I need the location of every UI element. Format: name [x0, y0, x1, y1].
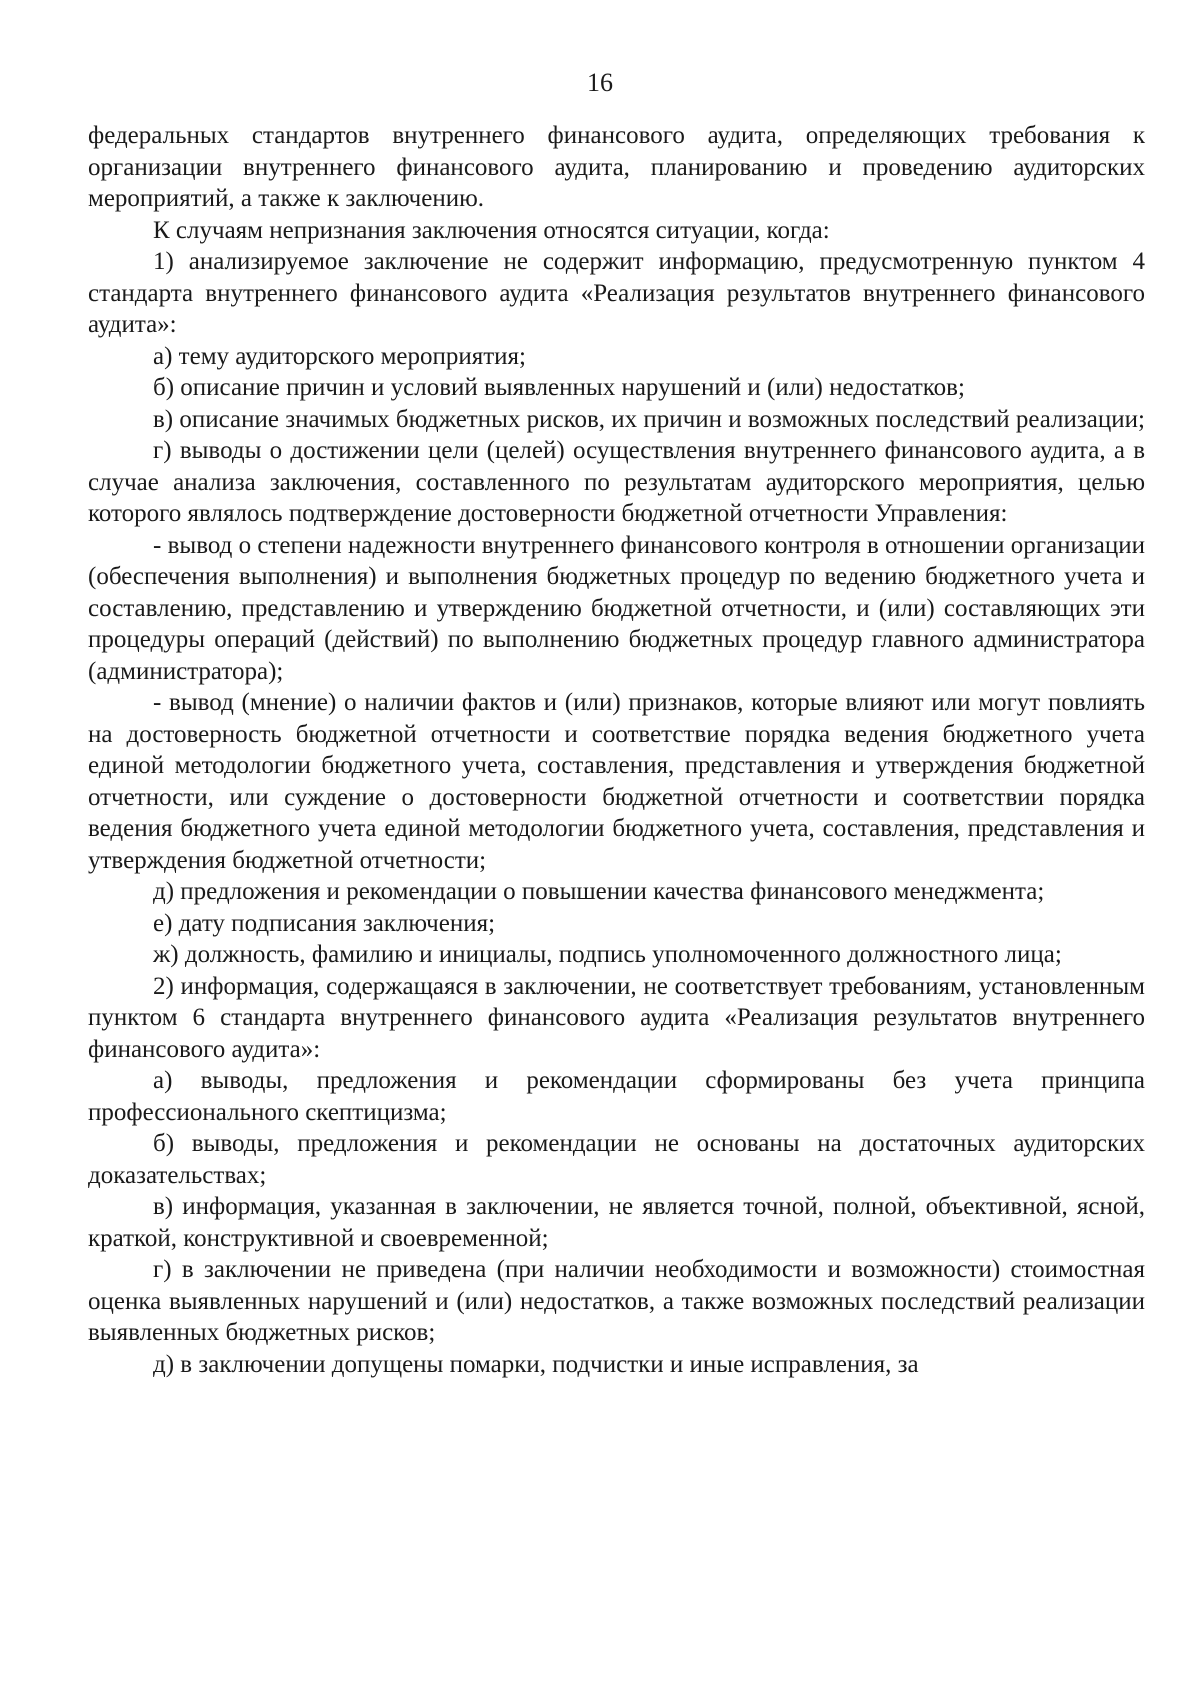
paragraph: 2) информация, содержащаяся в заключении, не соответствует требованиям, установленным пунктом 6 стандарта внутреннего финансового аудита «Реализация результатов внутреннего финансового аудита»: — [88, 972, 1145, 1063]
paragraph: а) тему аудиторского мероприятия; — [153, 342, 526, 370]
paragraph: 1) анализируемое заключение не содержит информацию, предусмотренную пунктом 4 стандарта внутреннего финансового аудита «Реализация результатов внутреннего финансового аудита»: — [88, 248, 1145, 338]
paragraph: федеральных стандартов внутреннего финансового аудита, определяющих требования к организации внутреннего финансового аудита, планированию и проведению аудиторских мероприятий, а также к заключению. — [88, 122, 1145, 212]
paragraph: а) выводы, предложения и рекомендации сформированы без учета принципа профессионального скептицизма; — [88, 1067, 1145, 1126]
paragraph: е) дату подписания заключения; — [153, 909, 496, 937]
page-number: 16 — [587, 68, 613, 97]
paragraph: д) в заключении допущены помарки, подчистки и иные исправления, за — [153, 1350, 919, 1378]
paragraph: б) выводы, предложения и рекомендации не основаны на достаточных аудиторских доказательствах; — [88, 1130, 1145, 1189]
paragraph: - вывод о степени надежности внутреннего финансового контроля в отношении организации (обеспечения выполнения) и выполнения бюджетных процедур по ведению бюджетного учета и составлению, представлению и утверждению бюджетной отчетности, и (или) составляющих эти процедуры операций (действий) по выполнению бюджетных процедур главного администратора (администратора); — [88, 531, 1145, 685]
paragraph: б) описание причин и условий выявленных нарушений и (или) недостатков; — [153, 374, 965, 401]
document-body — [88, 120, 1145, 1380]
paragraph: д) предложения и рекомендации о повышении качества финансового менеджмента; — [153, 878, 1045, 905]
paragraph: г) в заключении не приведена (при наличии необходимости и возможности) стоимостная оценка выявленных нарушений и (или) недостатков, а также возможных последствий реализации выявленных бюджетных рисков; — [88, 1256, 1145, 1346]
paragraph: К случаям непризнания заключения относятся ситуации, когда: — [153, 216, 830, 244]
paragraph: г) выводы о достижении цели (целей) осуществления внутреннего финансового аудита, а в случае анализа заключения, составленного по результатам аудиторского мероприятия, целью которого являлось подтверждение достоверности бюджетной отчетности Управления: — [88, 437, 1145, 527]
paragraph: в) описание значимых бюджетных рисков, их причин и возможных последствий реализации; — [153, 405, 1145, 433]
paragraph: в) информация, указанная в заключении, не является точной, полной, объективной, ясной, краткой, конструктивной и своевременной; — [88, 1193, 1145, 1252]
paragraph: - вывод (мнение) о наличии фактов и (или) признаков, которые влияют или могут повлиять на достоверность бюджетной отчетности и соответствие порядка ведения бюджетного учета единой методологии бюджетного учета, составления, представления и утверждения бюджетной отчетности, или суждение о достоверности бюджетной отчетности и соответствии порядка ведения бюджетного учета единой методологии бюджетного учета, составления, представления и утверждения бюджетной отчетности; — [88, 689, 1145, 874]
paragraph: ж) должность, фамилию и инициалы, подпись уполномоченного должностного лица; — [153, 941, 1062, 968]
